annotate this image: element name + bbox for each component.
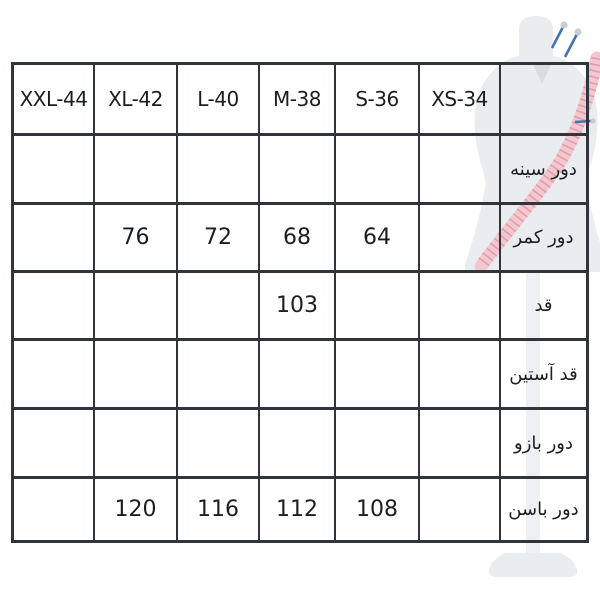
label-column-header [501, 65, 586, 136]
value-cell [95, 136, 178, 205]
row-label-cell: دور سینه [501, 136, 586, 205]
size-column-header: M-38 [260, 65, 336, 136]
value-cell [420, 205, 501, 273]
size-column-header: XXL-44 [14, 65, 95, 136]
value-cell [14, 205, 95, 273]
value-cell [420, 136, 501, 205]
value-cell: 72 [178, 205, 260, 273]
pin-icon [552, 22, 568, 49]
size-column-header: XL-42 [95, 65, 178, 136]
value-cell [14, 273, 95, 341]
value-cell [420, 341, 501, 410]
value-cell: 120 [95, 479, 178, 540]
value-cell [420, 273, 501, 341]
value-cell [178, 410, 260, 479]
row-label-cell: دور کمر [501, 205, 586, 273]
value-cell: 76 [95, 205, 178, 273]
value-cell [420, 410, 501, 479]
value-cell [336, 341, 420, 410]
value-cell [336, 410, 420, 479]
value-cell [95, 341, 178, 410]
size-chart-table [11, 62, 589, 543]
value-cell [178, 136, 260, 205]
mannequin-neck-shape [519, 16, 553, 62]
size-column-header: S-36 [336, 65, 420, 136]
value-cell [95, 273, 178, 341]
value-cell: 116 [178, 479, 260, 540]
mannequin-stand-base [489, 553, 577, 577]
row-label-cell: قد آستین [501, 341, 586, 410]
value-cell [178, 341, 260, 410]
value-cell [14, 136, 95, 205]
value-cell: 68 [260, 205, 336, 273]
value-cell [14, 341, 95, 410]
row-label-cell: قد [501, 273, 586, 341]
value-cell [336, 273, 420, 341]
value-cell [178, 273, 260, 341]
row-label-cell: دور باسن [508, 499, 579, 520]
value-cell: 103 [260, 273, 336, 341]
value-cell [336, 136, 420, 205]
value-cell [260, 410, 336, 479]
value-cell: 112 [260, 479, 336, 540]
value-cell [95, 410, 178, 479]
value-cell [14, 410, 95, 479]
row-label-cell: دور بازو [501, 410, 586, 479]
value-cell: 108 [336, 479, 420, 540]
size-column-header: XS-34 [420, 65, 501, 136]
size-column-header: L-40 [178, 65, 260, 136]
value-cell [260, 136, 336, 205]
value-cell [260, 341, 336, 410]
value-cell: 64 [336, 205, 420, 273]
value-cell [14, 479, 95, 540]
value-cell [420, 479, 501, 540]
pin-icon [565, 29, 582, 58]
